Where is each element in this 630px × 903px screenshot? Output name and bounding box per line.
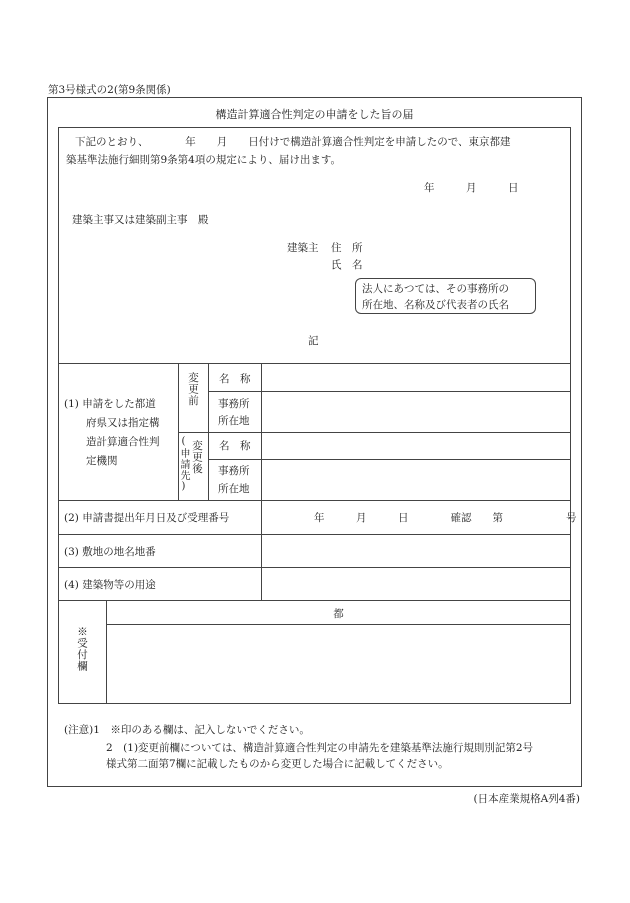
item1-label-line-4: 定機関: [86, 455, 118, 467]
grid-line: [106, 624, 571, 625]
intro-line-1: 下記のとおり、 年 月 日付けで構造計算適合性判定を申請したので、東京都建: [75, 136, 511, 148]
grid-line: [58, 567, 571, 568]
addressee: 建築主事又は建築副主事 殿: [72, 214, 209, 226]
grid-line: [58, 500, 571, 501]
grid-line: [208, 391, 571, 392]
after-label: 変更後: [191, 440, 203, 475]
item3-label: (3) 敷地の地名地番: [64, 546, 156, 558]
form-title: 構造計算適合性判定の申請をした旨の届: [215, 108, 414, 121]
item1-label-line-3: 造計算適合性判: [86, 436, 160, 448]
form-number: 第3号様式の2(第9条関係): [48, 84, 171, 96]
after-office-label-1: 事務所: [218, 465, 250, 477]
note-2-line-2: 様式第二面第7欄に記載したものから変更した場合に記載してください。: [106, 758, 449, 770]
corp-note-line-2: 所在地、名称及び代表者の氏名: [362, 299, 509, 311]
before-office-label-1: 事務所: [218, 398, 250, 410]
reception-label: ※受付欄: [76, 626, 88, 672]
item4-label: (4) 建築物等の用途: [64, 579, 156, 591]
address-label: 住 所: [331, 242, 363, 254]
before-label: 変更前: [187, 372, 199, 407]
note-1: (注意)1 ※印のある欄は、記入しないでください。: [64, 724, 310, 736]
item1-label-line-2: 府県又は指定構: [86, 417, 160, 429]
grid-line: [58, 363, 571, 364]
item2-label: (2) 申請書提出年月日及び受理番号: [64, 512, 230, 524]
applicant-label: 建築主: [287, 242, 319, 254]
before-name-label: 名 称: [219, 373, 251, 385]
date-line: 年 月 日: [424, 182, 519, 194]
name-label: 氏 名: [331, 259, 363, 271]
grid-line: [58, 534, 571, 535]
ki-label: 記: [308, 335, 319, 347]
grid-line: [261, 363, 262, 600]
after-office-label-2: 所在地: [218, 483, 250, 495]
item2-value: 年 月 日 確認 第 号: [314, 512, 577, 524]
before-office-label-2: 所在地: [218, 415, 250, 427]
reception-to: 都: [333, 608, 344, 620]
grid-line: [178, 432, 571, 433]
grid-line: [58, 600, 571, 601]
item1-label-line-1: (1) 申請をした都道: [64, 398, 156, 410]
note-2-line-1: 2 (1)変更前欄については、構造計算適合性判定の申請先を建築基準法施行規則別記第2号: [106, 742, 534, 754]
corp-note-line-1: 法人にあつては、その事務所の: [362, 283, 509, 295]
after-name-label: 名 称: [219, 440, 251, 452]
after-sub-label: (申請先): [178, 436, 189, 493]
intro-line-2: 築基準法施行細則第9条第4項の規定により、届け出ます。: [66, 154, 342, 166]
paper-size-note: (日本産業規格A列4番): [473, 793, 580, 805]
grid-line: [208, 459, 571, 460]
